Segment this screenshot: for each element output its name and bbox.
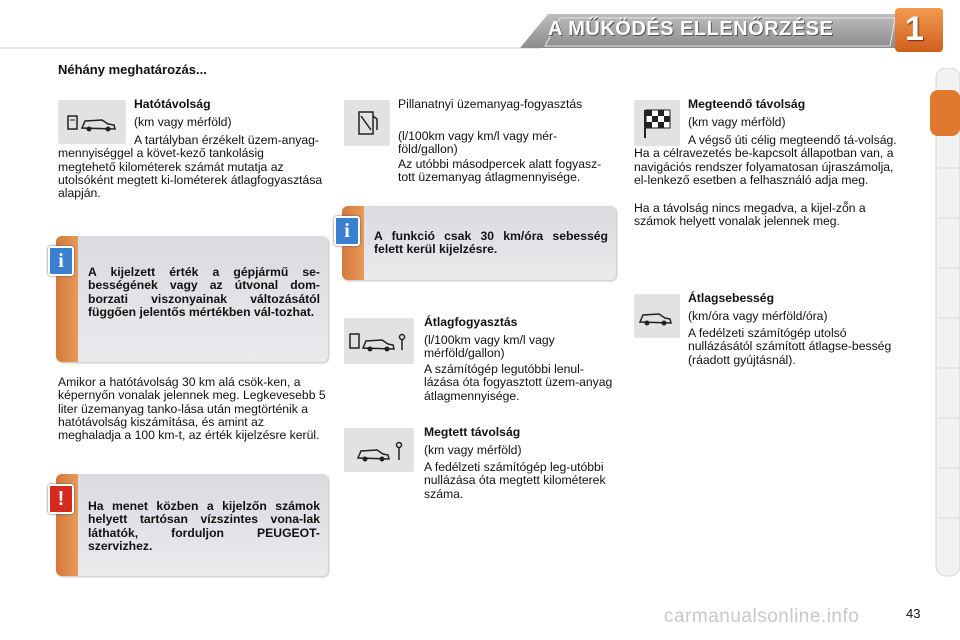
- avg-consumption-description: A számítógép legutóbbi lenul-lázása óta fogyasztott üzem-anyag átlagmennyisége.: [424, 362, 613, 403]
- distance-icon: [344, 428, 414, 472]
- avg-speed-icon: [634, 294, 680, 338]
- instant-note: Az utóbbi másodpercek alatt fogyasz-tott üzemanyag átlagmennyisége.: [398, 157, 602, 185]
- warning-icon: !: [48, 484, 74, 514]
- avg-consumption-icon: [344, 318, 414, 364]
- range-description: A tartályban érzékelt üzem-anyag-mennyiséggel a követ-kező tankolásig megtehető kilométerek számát mutatja az utolsóként megtett ki-lométerek átlagfogyasztása alapján.: [58, 133, 323, 201]
- instant-title: Pillanatnyi üzemanyag-fogyasztás: [398, 97, 583, 111]
- info-box-text: A funkció csak 30 km/óra sebesség felett kerül kijelzésre.: [374, 229, 608, 257]
- avg-speed-unit: (km/óra vagy mérföld/óra): [688, 309, 828, 323]
- remaining-unit: (km vagy mérföld): [688, 115, 786, 129]
- range-unit: (km vagy mérföld): [134, 115, 232, 129]
- avg-consumption-unit: (l/100km vagy km/l vagy mérföld/gallon): [424, 333, 555, 361]
- instant-unit: (l/100km vagy km/l vagy mér-föld/gallon): [398, 129, 558, 157]
- chapter-side-tabs: [930, 68, 960, 578]
- avg-speed-description: A fedélzeti számítógép utolsó nullázásától számított átlagse-besség (ráadott gyújtásnál).: [688, 326, 892, 367]
- fuel-pump-icon: [344, 100, 390, 146]
- warning-box-text: Ha menet közben a kijelzőn számok helyett tartósan vízszintes vona-lak láthatók, forduljon PEUGEOT-szervizhez.: [88, 499, 320, 553]
- section-title: Néhány meghatározás...: [58, 62, 207, 77]
- distance-title: Megtett távolság: [424, 425, 521, 439]
- remaining-description-2: Ha a távolság nincs megadva, a kijel-ző̋n a számok helyett vonalak jelennek meg.: [634, 201, 866, 229]
- page-number: 43: [906, 606, 921, 621]
- range-title: Hatótávolság: [134, 97, 211, 111]
- chapter-header: [0, 0, 960, 56]
- info-icon: i: [48, 246, 74, 276]
- info-icon: i: [334, 216, 360, 246]
- avg-speed-title: Átlagsebesség: [688, 291, 775, 305]
- chapter-title: A MŰKÖDÉS ELLENŐRZÉSE: [548, 18, 834, 40]
- distance-unit: (km vagy mérföld): [424, 443, 522, 457]
- info-box-variation: [56, 236, 328, 362]
- warning-box: [56, 474, 328, 576]
- info-box-speed-threshold: [342, 206, 616, 280]
- watermark: carmanualsonline.info: [664, 606, 860, 627]
- range-note: Amikor a hatótávolság 30 km alá csök-ken, a képernyőn vonalak jelennek meg. Legkevesebb 5 liter üzemanyag tanko-lása után megtörténik a hatótávolság kiszámítása, és amint az meghaladja a 100 km-t, az érték kijelzésre kerül.: [58, 375, 326, 443]
- remaining-description: A végső úti célig megteendő tá-volság. Ha a célravezetés be-kapcsolt állapotban van, a navigációs rendszer folyamatosan újraszámolja, el-lenkező esetben a felhasználó adja meg.: [634, 133, 897, 187]
- remaining-title: Megteendő távolság: [688, 97, 806, 111]
- avg-consumption-title: Átlagfogyasztás: [424, 315, 518, 329]
- info-box-text: A kijelzett érték a gépjármű se-bességének vagy az útvonal dom-borzati viszonyainak változásától függően jelentős mértékben vál-tozhat.: [88, 265, 320, 319]
- range-header: [134, 98, 324, 116]
- chapter-number: 1: [905, 10, 924, 48]
- distance-description: A fedélzeti számítógép leg-utóbbi nullázása óta megtett kilométerek száma.: [424, 460, 606, 501]
